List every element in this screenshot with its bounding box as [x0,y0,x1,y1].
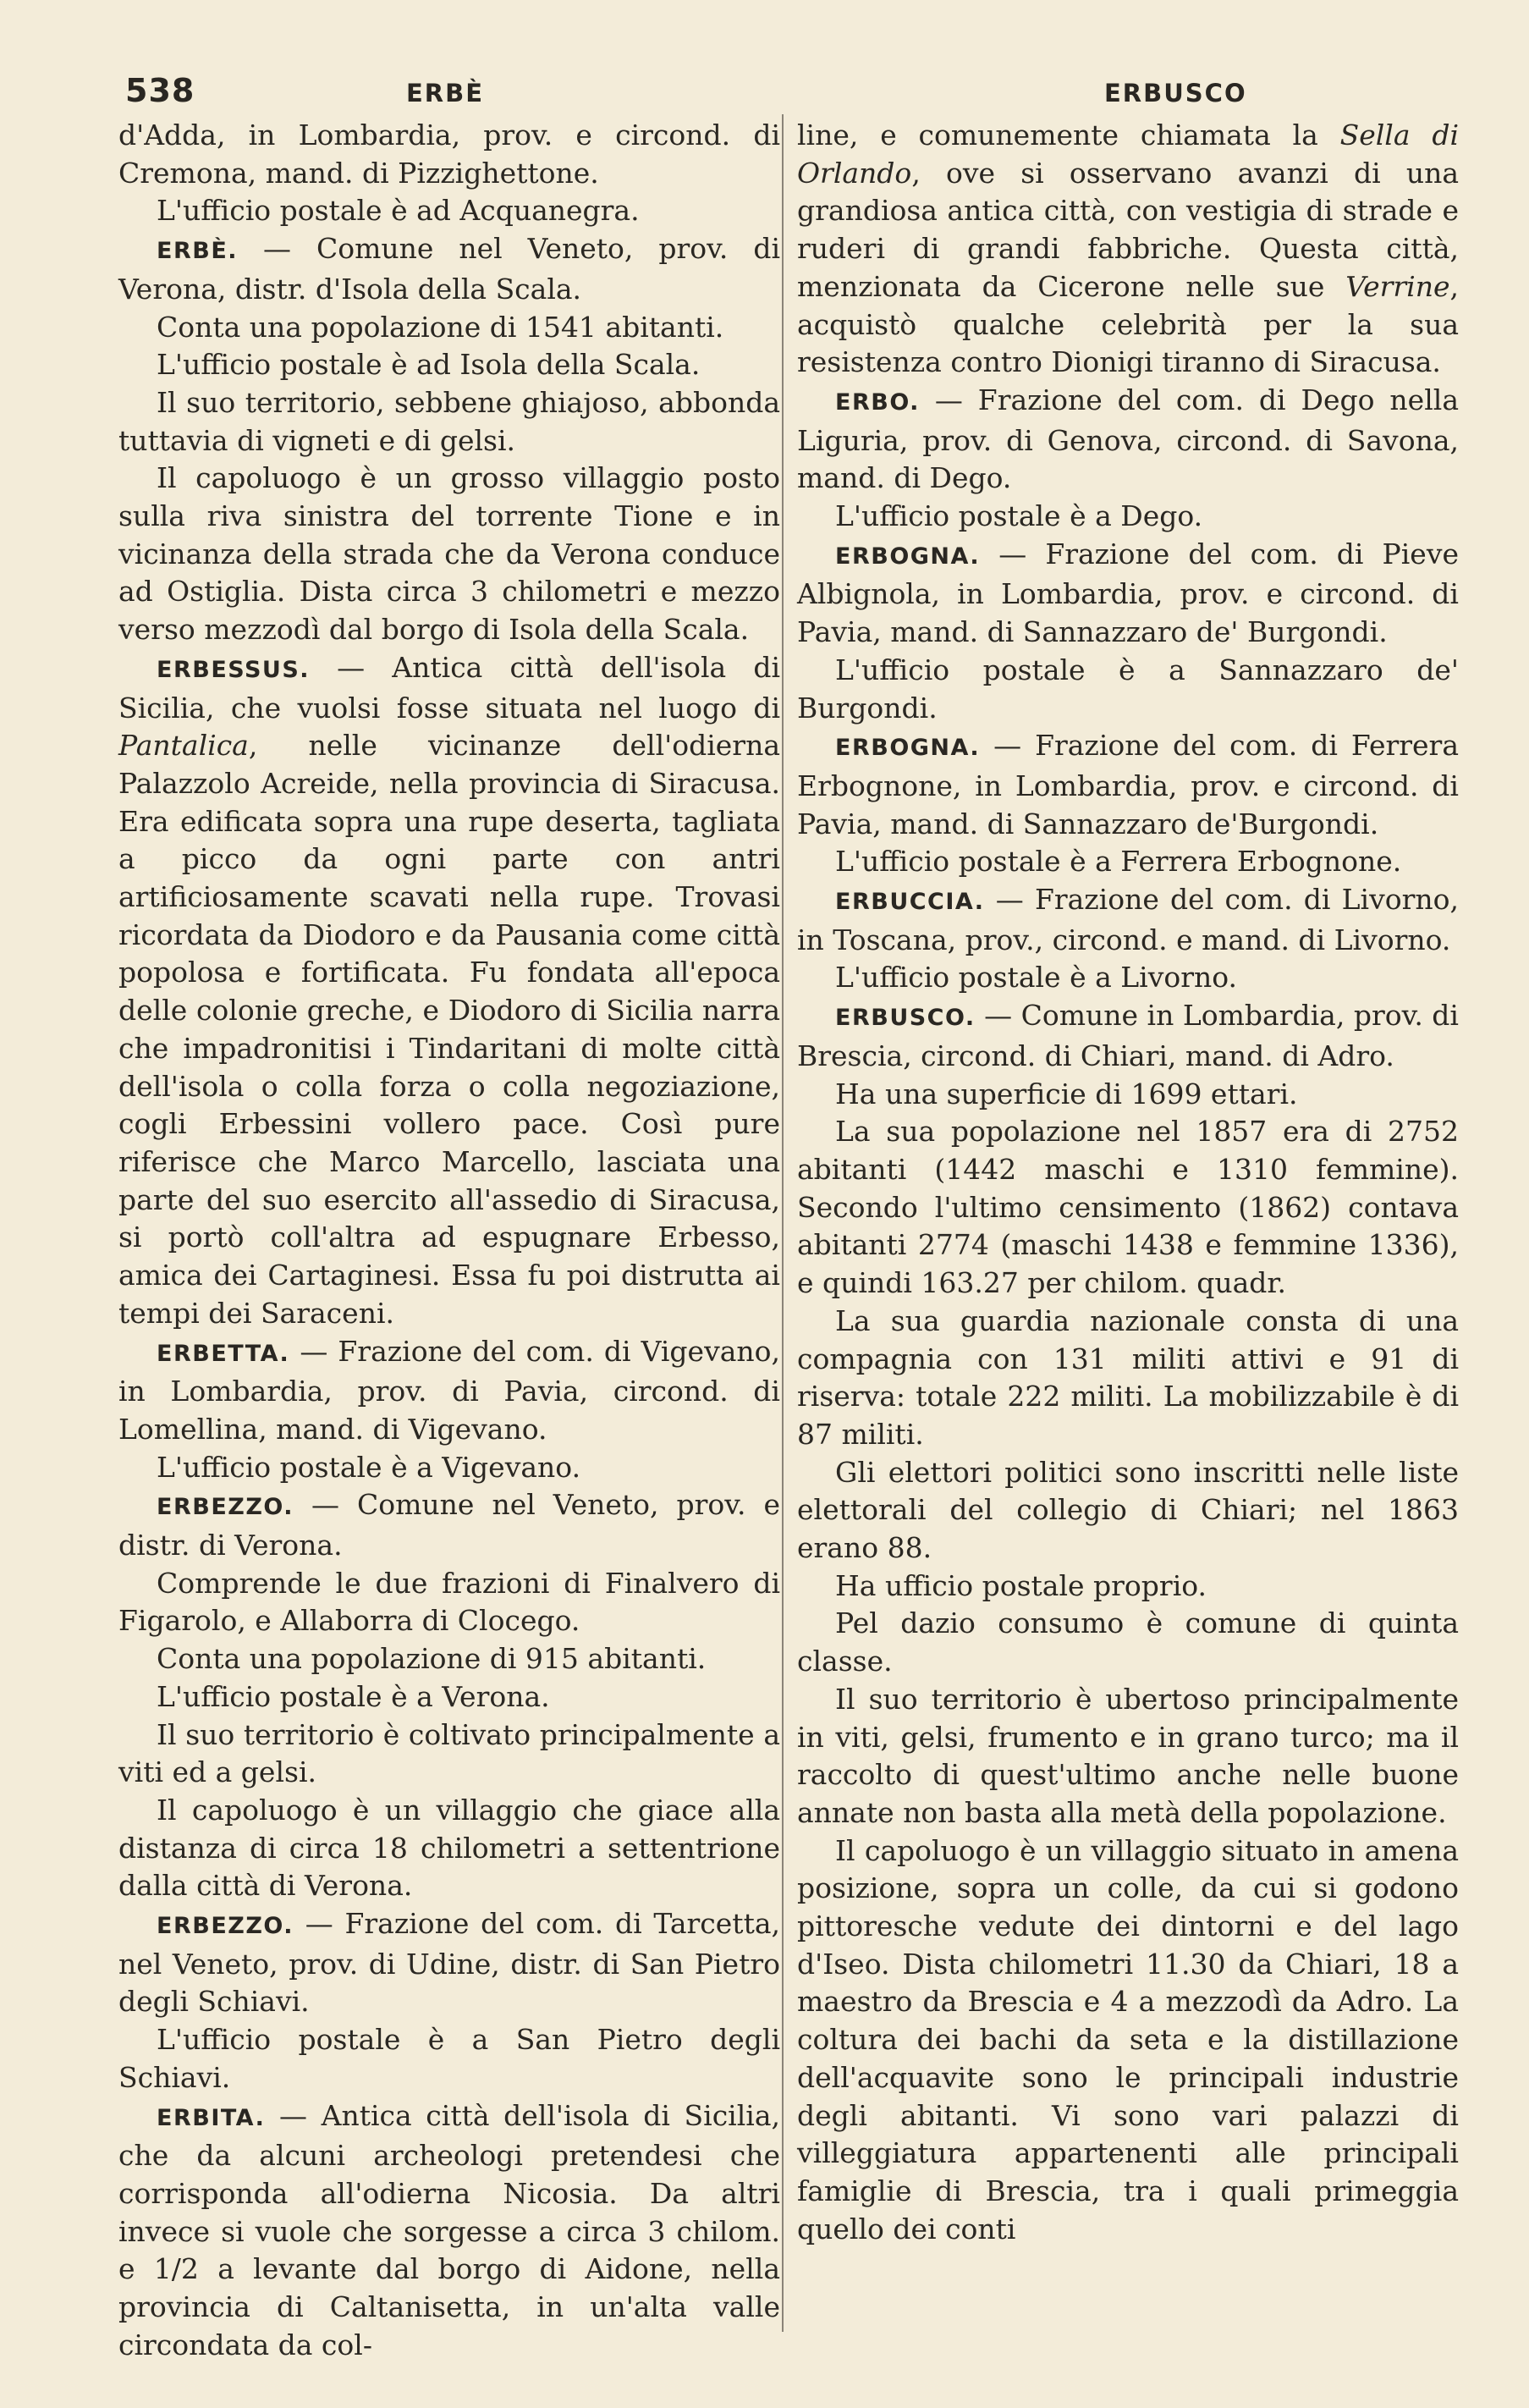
entry-text: Comprende le due frazioni di Finalvero di Figarolo, e Allaborra di Clocego. [118,1566,780,1638]
entry-erbita: ERBITA. — Antica città dell'isola di Sicilia, che da alcuni archeologi pretendesi che corrisponda all'odierna Nicosia. Da altri invece si vuole che sorgesse a circa 3 chilom. e 1/2 a levante dal borgo di Aidone, nella provincia di Caltanisetta, in un'alta valle circondata da col- [118,2098,780,2361]
headword: ERBÈ. [157,238,239,265]
entry-text: L'ufficio postale è a Verona. [157,1679,550,1713]
entry-erbezzo-2: ERBEZZO. — Frazione del com. di Tarcetta, nel Veneto, prov. di Udine, distr. di San Pietro degli Schiavi. [118,1907,780,2019]
entry-text: d'Adda, in Lombardia, prov. e circond. di Cremona, mand. di Pizzighettone. [118,118,780,190]
entry-text: L'ufficio postale è ad Isola della Scala. [157,348,701,382]
entry-erbessus: ERBESSUS. — Antica città dell'isola di Sicilia, che vuolsi fosse situata nel luogo di Pantalica, nelle vicinanze dell'odierna Palazzolo Acreide, nella provincia di Siracusa. Era edificata sopra una rupe deserta, tagliata a picco da ogni parte con antri artificiosamente scavati nella rupe. Trovasi ricordata da Diodoro e da Pausania come città popolosa e fortificata. Fu fondata all'epoca delle colonie greche, e Diodoro di Sicilia narra che impadronitisi i Tindaritani di molte città dell'isola o colla forza o colla negoziazione, cogli Erbessini vollero pace. Così pure riferisce che Marco Marcello, lasciata una parte del suo esercito all'assedio di Siracusa, si portò coll'altra ad espugnare Erbesso, amica dei Cartaginesi. Essa fu poi distrutta ai tempi dei Saraceni. [118,650,780,1330]
entry-erbuccia: ERBUCCIA. — Frazione del com. di Livorno, in Toscana, prov., circond. e mand. di Livorno. [797,883,1459,956]
entry-text: Il capoluogo è un villaggio che giace alla distanza di circa 18 chilometri a settentrione dalla città di Verona. [118,1793,780,1903]
entry-text: L'ufficio postale è a Sannazzaro de' Burgondi. [797,653,1459,725]
entry-erbo: ERBO. — Frazione del com. di Dego nella Liguria, prov. di Genova, circond. di Savona, mand. di Dego. [797,383,1459,495]
headword: ERBEZZO. [157,1913,294,1940]
headword: ERBEZZO. [157,1494,294,1521]
headword: ERBITA. [157,2104,266,2131]
right-column [797,117,1459,2248]
entry-text: L'ufficio postale è ad Acquanegra. [157,194,640,228]
entry-text: Il suo territorio, sebbene ghiajoso, abbonda tuttavia di vigneti e di gelsi. [118,385,780,457]
headword: ERBO. [835,388,920,416]
column-divider [782,114,784,2332]
entry-erbe: ERBÈ. — Comune nel Veneto, prov. di Verona, distr. d'Isola della Scala. [118,232,780,306]
headword: ERBUSCO. [835,1005,976,1032]
entry-text: Conta una popolazione di 1541 abitanti. [157,310,724,344]
entry-text: line, e comunemente chiamata la Sella di Orlando, ove si osservano avanzi di una grandiosa antica città, con vestigia di strade e ruderi di grandi fabbriche. Questa città, menzionata da Cicerone nelle sue Verrine, acquistò qualche celebrità per la sua resistenza contro Dionigi tiranno di Siracusa. [797,118,1459,379]
entry-text: Ha una superficie di 1699 ettari. [835,1077,1298,1110]
entry-text: L'ufficio postale è a Ferrera Erbognone. [835,845,1402,879]
entry-text: Pel dazio consumo è comune di quinta classe. [797,1606,1459,1678]
headword: ERBUCCIA. [835,889,985,916]
entry-text: L'ufficio postale è a Dego. [835,499,1203,533]
entry-erbusco: ERBUSCO. — Comune in Lombardia, prov. di Brescia, circond. di Chiari, mand. di Adro. [797,999,1459,1072]
headword: ERBOGNA. [835,735,981,762]
entry-erbezzo: ERBEZZO. — Comune nel Veneto, prov. e distr. di Verona. [118,1488,780,1562]
entry-erbetta: ERBETTA. — Frazione del com. di Vigevano, in Lombardia, prov. di Pavia, circond. di Lomellina, mand. di Vigevano. [118,1334,780,1446]
right-running-head: ERBUSCO [1104,79,1247,107]
entry-text: Il suo territorio è ubertoso principalmente in viti, gelsi, frumento e in grano turco; ma il raccolto di quest'ultimo anche nelle buone annate non basta alla metà della popolazione. [797,1682,1459,1829]
entry-text: Il suo territorio è coltivato principalmente a viti ed a gelsi. [118,1717,780,1789]
entry-text: Gli elettori politici sono inscritti nelle liste elettorali del collegio di Chiari; nel 1863 erano 88. [797,1455,1459,1565]
entry-text: Il capoluogo è un villaggio situato in amena posizione, sopra un colle, da cui si godono pittoresche vedute dei dintorni e del lago d'Iseo. Dista chilometri 11.30 da Chiari, 18 a maestro da Brescia e 4 a mezzodì da Adro. La coltura dei bachi da seta e la distillazione dell'acquavite sono le principali industrie degli abitanti. Vi sono vari palazzi di villeggiatura appartenenti alle principali famiglie di Brescia, tra i quali primeggia quello dei conti [797,1833,1459,2245]
entry-text: L'ufficio postale è a Livorno. [835,961,1238,995]
left-column [118,117,780,2364]
headword: ERBETTA. [157,1340,290,1367]
page-number: 538 [125,72,195,109]
headword: ERBESSUS. [157,656,311,683]
entry-text: La sua guardia nazionale consta di una compagnia con 131 militi attivi e 91 di riserva: totale 222 militi. La mobilizzabile è di 87 militi. [797,1303,1459,1451]
entry-text: Conta una popolazione di 915 abitanti. [157,1642,707,1676]
left-running-head: ERBÈ [406,79,485,107]
headword: ERBOGNA. [835,543,981,570]
entry-text: La sua popolazione nel 1857 era di 2752 abitanti (1442 maschi e 1310 femmine). Secondo l'ultimo censimento (1862) contava abitanti 2774 (maschi 1438 e femmine 1336), e quindi 163.27 per chilom. quadr. [797,1115,1459,1300]
entry-text: L'ufficio postale è a Vigevano. [157,1450,581,1484]
entry-text: Ha ufficio postale proprio. [835,1568,1207,1602]
entry-text: L'ufficio postale è a San Pietro degli Schiavi. [118,2023,780,2094]
entry-erbogna: ERBOGNA. — Frazione del com. di Pieve Albignola, in Lombardia, prov. e circond. di Pavia, mand. di Sannazzaro de' Burgondi. [797,537,1459,649]
entry-erbogna-2: ERBOGNA. — Frazione del com. di Ferrera Erbognone, in Lombardia, prov. e circond. di Pavia, mand. di Sannazzaro de'Burgondi. [797,729,1459,840]
entry-text: Il capoluogo è un grosso villaggio posto sulla riva sinistra del torrente Tione e in vicinanza della strada che da Verona conduce ad Ostiglia. Dista circa 3 chilometri e mezzo verso mezzodì dal borgo di Isola della Scala. [118,461,780,647]
